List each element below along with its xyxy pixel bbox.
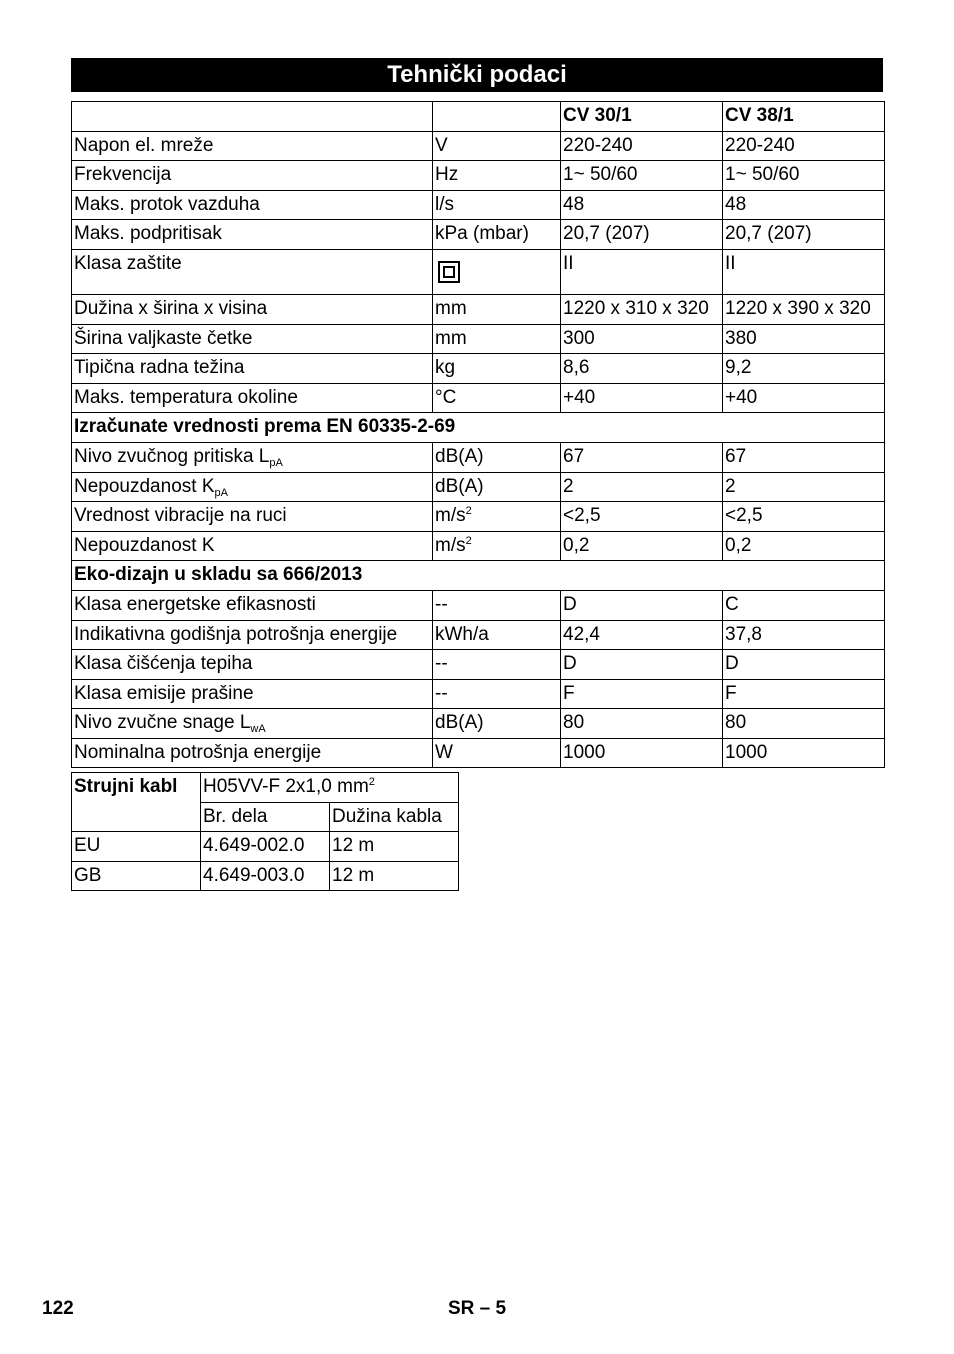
- row-value-1: 42,4: [561, 620, 723, 650]
- row-value-2: 20,7 (207): [723, 220, 885, 250]
- table-row: [72, 383, 885, 413]
- row-value-1: 2: [561, 472, 723, 502]
- row-unit: W: [433, 738, 561, 768]
- table-row: [72, 249, 885, 294]
- table-row: [72, 502, 885, 532]
- row-unit: --: [433, 650, 561, 680]
- row-value-2: 9,2: [723, 354, 885, 384]
- double-square-icon: [438, 261, 460, 283]
- row-label: Nepouzdanost K: [72, 531, 433, 561]
- row-value-1: +40: [561, 383, 723, 413]
- table-row: [72, 679, 885, 709]
- power-cable-table: [71, 772, 459, 891]
- table-row: [72, 620, 885, 650]
- row-label: Maks. temperatura okoline: [72, 383, 433, 413]
- row-value-1: 300: [561, 324, 723, 354]
- cable-spec: H05VV-F 2x1,0 $mm^2$: [201, 773, 459, 803]
- table-row: [72, 861, 459, 891]
- cable-label: Strujni kabl: [72, 773, 201, 832]
- row-label: Klasa emisije prašine: [72, 679, 433, 709]
- row-label: Nepouzdanost $K_{pA}$: [72, 472, 433, 502]
- table-row: [72, 294, 885, 324]
- row-value-2: 220-240: [723, 131, 885, 161]
- length-cell: 12 m: [330, 861, 459, 891]
- region-cell: GB: [72, 861, 201, 891]
- row-value-1: 1~ 50/60: [561, 161, 723, 191]
- table-row: [72, 324, 885, 354]
- row-value-1: F: [561, 679, 723, 709]
- row-value-2: 80: [723, 709, 885, 739]
- row-value-2: 1~ 50/60: [723, 161, 885, 191]
- row-value-2: C: [723, 590, 885, 620]
- row-unit: [433, 249, 561, 294]
- row-unit: dB(A): [433, 472, 561, 502]
- section-heading: Eko-dizajn u skladu sa 666/2013: [72, 561, 885, 591]
- row-value-2: 48: [723, 190, 885, 220]
- row-unit: V: [433, 131, 561, 161]
- row-value-1: 1000: [561, 738, 723, 768]
- row-label: Klasa energetske efikasnosti: [72, 590, 433, 620]
- header-cell: [72, 102, 433, 132]
- table-row: [72, 220, 885, 250]
- table-row: [72, 472, 885, 502]
- part-number-cell: 4.649-002.0: [201, 832, 330, 862]
- header-model-1: CV 30/1: [561, 102, 723, 132]
- section-marker: SR – 5: [448, 1298, 507, 1319]
- row-value-2: II: [723, 249, 885, 294]
- row-unit: dB(A): [433, 709, 561, 739]
- row-value-2: +40: [723, 383, 885, 413]
- row-value-2: 380: [723, 324, 885, 354]
- row-label: Napon el. mreže: [72, 131, 433, 161]
- row-unit: Hz: [433, 161, 561, 191]
- row-value-1: 1220 x 310 x 320: [561, 294, 723, 324]
- table-row: [72, 190, 885, 220]
- row-value-1: D: [561, 650, 723, 680]
- row-value-2: <2,5: [723, 502, 885, 532]
- row-value-1: 80: [561, 709, 723, 739]
- row-value-2: 1220 x 390 x 320: [723, 294, 885, 324]
- row-value-2: D: [723, 650, 885, 680]
- row-label: Klasa čišćenja tepiha: [72, 650, 433, 680]
- row-value-2: 0,2: [723, 531, 885, 561]
- row-value-2: 37,8: [723, 620, 885, 650]
- row-value-1: 48: [561, 190, 723, 220]
- row-label: Tipična radna težina: [72, 354, 433, 384]
- row-unit: °C: [433, 383, 561, 413]
- length-cell: 12 m: [330, 832, 459, 862]
- table-row: [72, 442, 885, 472]
- row-label: Širina valjkaste četke: [72, 324, 433, 354]
- section-row-noise: [72, 413, 885, 443]
- row-label: Dužina x širina x visina: [72, 294, 433, 324]
- row-value-1: D: [561, 590, 723, 620]
- row-label: Nivo zvučne snage $L_{wA}$: [72, 709, 433, 739]
- row-unit: dB(A): [433, 442, 561, 472]
- row-value-1: <2,5: [561, 502, 723, 532]
- part-number-cell: 4.649-003.0: [201, 861, 330, 891]
- table-row: [72, 709, 885, 739]
- row-label: Vrednost vibracije na ruci: [72, 502, 433, 532]
- row-label: Nivo zvučnog pritiska $L_{pA}$: [72, 442, 433, 472]
- table-row: [72, 738, 885, 768]
- row-value-2: 2: [723, 472, 885, 502]
- page-title: Tehnički podaci: [71, 58, 883, 92]
- row-unit: --: [433, 679, 561, 709]
- table-row: [72, 161, 885, 191]
- row-unit: kPa (mbar): [433, 220, 561, 250]
- row-unit: kg: [433, 354, 561, 384]
- row-label: Indikativna godišnja potrošnja energije: [72, 620, 433, 650]
- table-row: [72, 131, 885, 161]
- row-value-1: 220-240: [561, 131, 723, 161]
- page-number: 122: [42, 1298, 74, 1319]
- row-value-2: F: [723, 679, 885, 709]
- section-heading: Izračunate vrednosti prema EN 60335-2-69: [72, 413, 885, 443]
- row-label: Frekvencija: [72, 161, 433, 191]
- row-value-1: 20,7 (207): [561, 220, 723, 250]
- row-value-2: 67: [723, 442, 885, 472]
- row-label: Maks. protok vazduha: [72, 190, 433, 220]
- technical-data-table: [71, 101, 885, 768]
- row-unit: $m/s^2$: [433, 502, 561, 532]
- header-model-2: CV 38/1: [723, 102, 885, 132]
- table-row: [72, 354, 885, 384]
- header-cable-length: Dužina kabla: [330, 802, 459, 832]
- row-value-1: II: [561, 249, 723, 294]
- row-value-1: 67: [561, 442, 723, 472]
- header-cell: [433, 102, 561, 132]
- header-part-number: Br. dela: [201, 802, 330, 832]
- row-unit: l/s: [433, 190, 561, 220]
- row-unit: $m/s^2$: [433, 531, 561, 561]
- row-unit: kWh/a: [433, 620, 561, 650]
- row-label: Maks. podpritisak: [72, 220, 433, 250]
- row-unit: mm: [433, 294, 561, 324]
- table-row: [72, 832, 459, 862]
- table-row: [72, 773, 459, 803]
- row-value-1: 0,2: [561, 531, 723, 561]
- row-unit: --: [433, 590, 561, 620]
- row-value-2: 1000: [723, 738, 885, 768]
- table-row: [72, 590, 885, 620]
- row-value-1: 8,6: [561, 354, 723, 384]
- row-label: Klasa zaštite: [72, 249, 433, 294]
- row-label: Nominalna potrošnja energije: [72, 738, 433, 768]
- table-header-row: [72, 102, 885, 132]
- table-row: [72, 650, 885, 680]
- section-row-eco: [72, 561, 885, 591]
- row-unit: mm: [433, 324, 561, 354]
- table-row: [72, 531, 885, 561]
- region-cell: EU: [72, 832, 201, 862]
